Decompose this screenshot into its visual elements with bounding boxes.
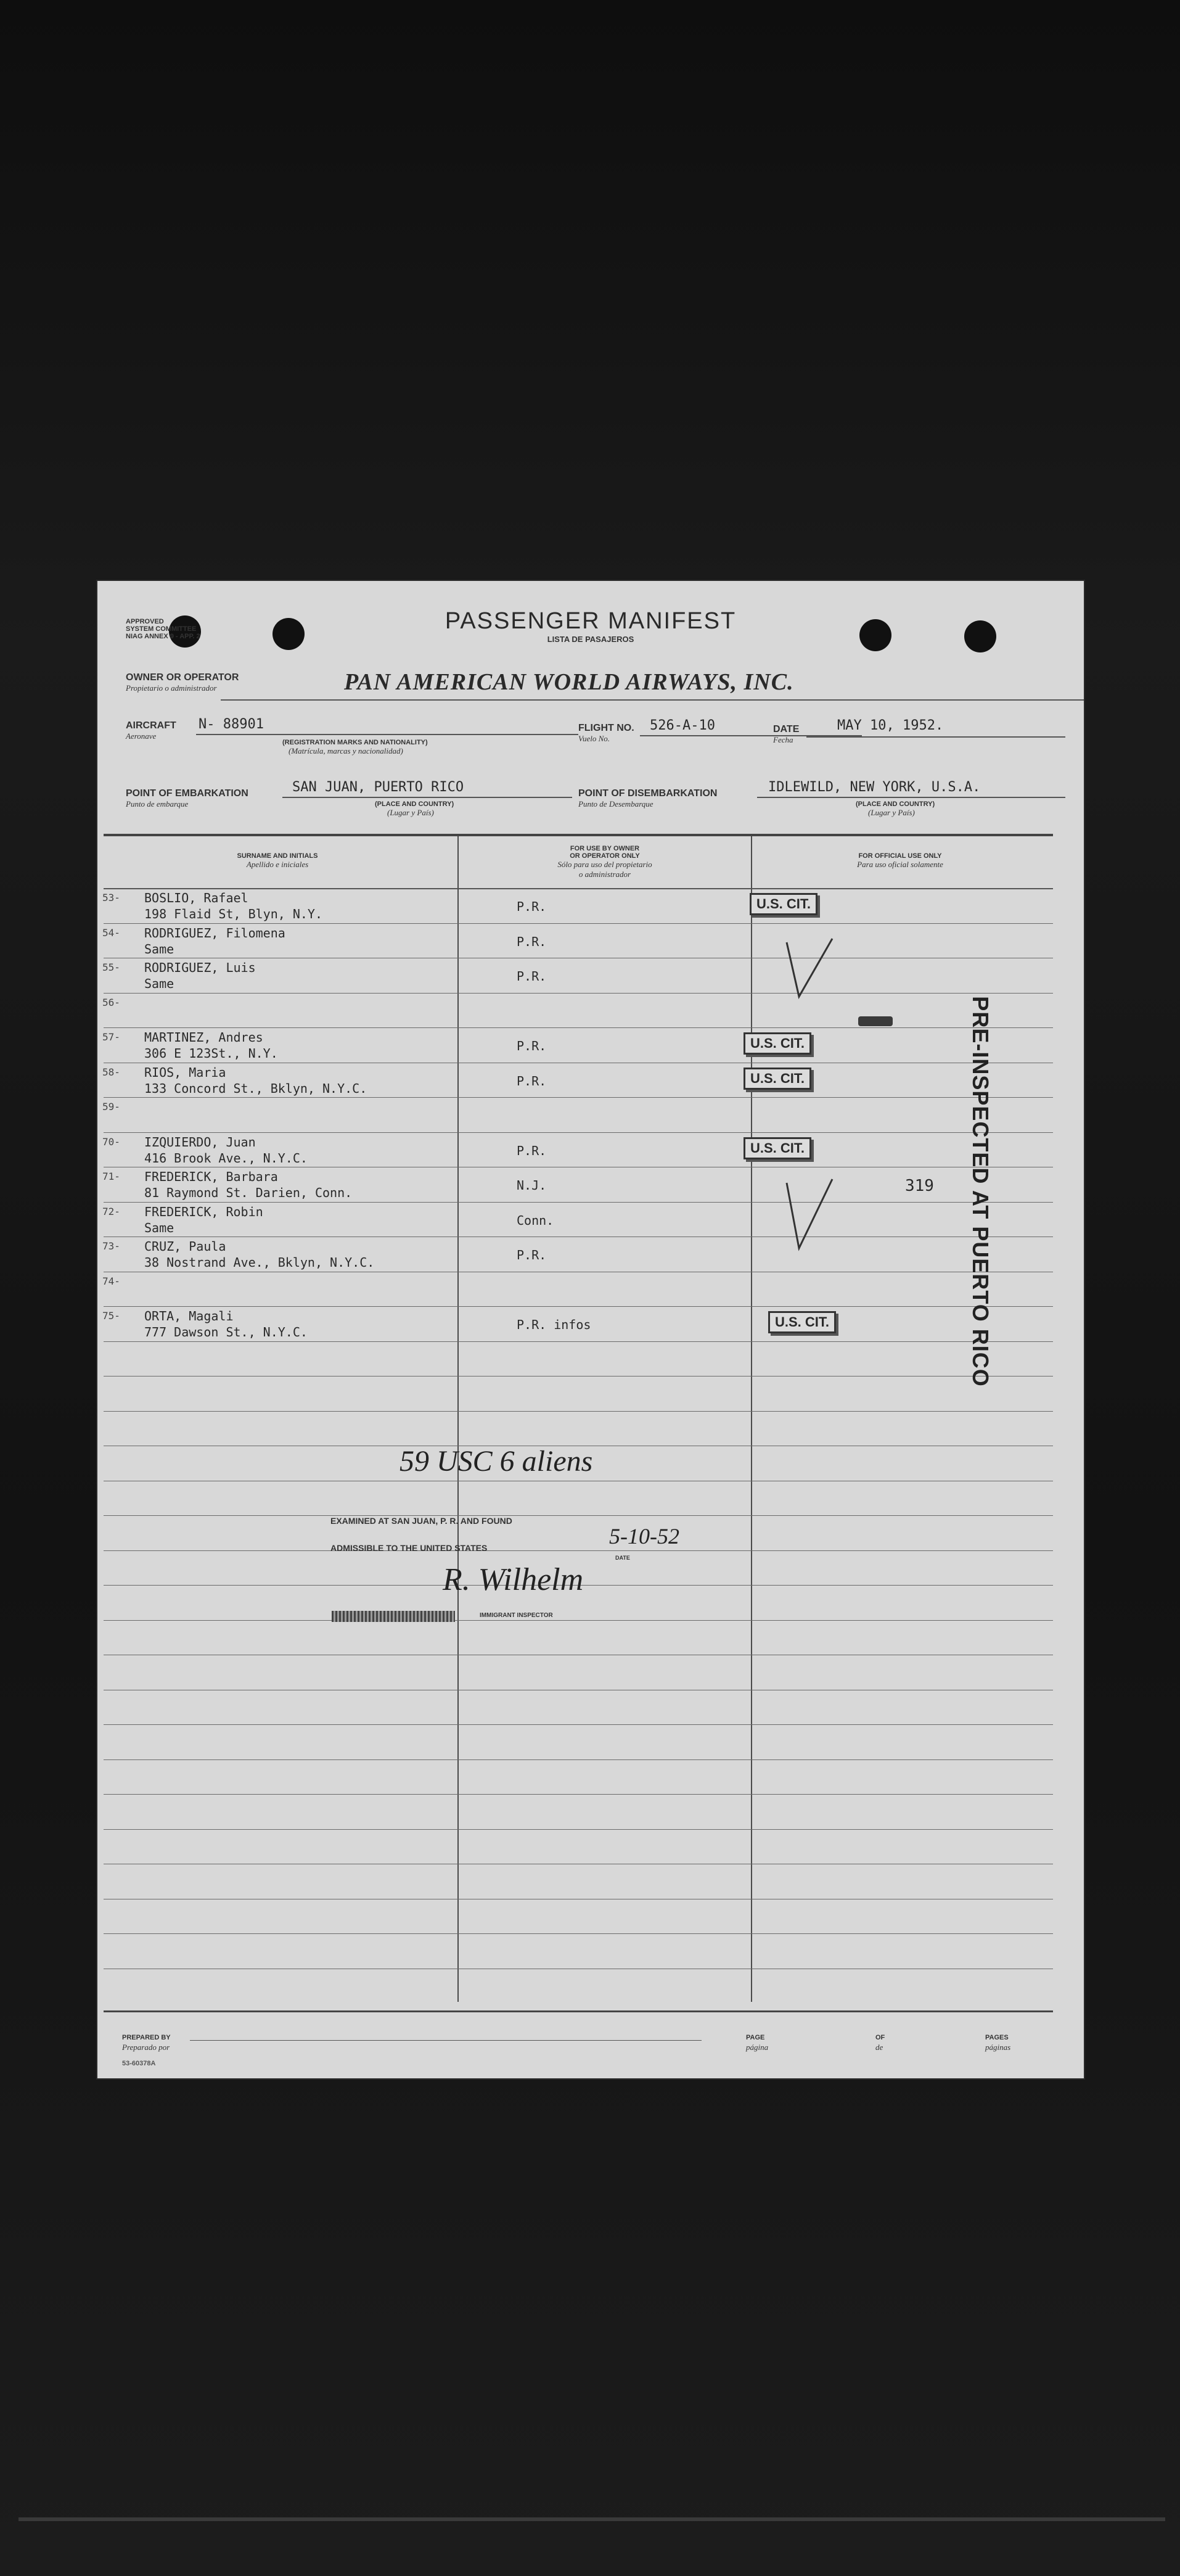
row-number: 53- xyxy=(102,892,120,903)
title-block xyxy=(406,608,776,644)
col-header-text: FOR USE BY OWNER xyxy=(570,845,640,852)
us-citizen-stamp: U.S. CIT. xyxy=(750,893,817,915)
owner-use-value: P.R. xyxy=(517,1074,547,1088)
handwritten-tally: 59 USC 6 aliens xyxy=(399,1445,593,1478)
table-rule xyxy=(104,1724,1053,1725)
divider xyxy=(196,734,578,735)
row-number: 58- xyxy=(102,1066,120,1078)
passenger-name: FREDERICK, Robin xyxy=(144,1204,263,1219)
date-value: MAY 10, 1952. xyxy=(837,718,944,733)
owner-use-value: N.J. xyxy=(517,1178,547,1193)
passenger-name: CRUZ, Paula xyxy=(144,1239,226,1254)
passenger-address: Same xyxy=(144,942,174,957)
table-top-border xyxy=(104,834,1053,836)
owner-use-value: P.R. infos xyxy=(517,1317,591,1332)
row-number: 54- xyxy=(102,927,120,939)
passenger-name: RODRIGUEZ, Luis xyxy=(144,960,256,975)
flight-label: FLIGHT NO. xyxy=(578,723,634,733)
pages-label-es: páginas xyxy=(985,2043,1011,2052)
owner-use-value: P.R. xyxy=(517,1039,547,1053)
divider xyxy=(221,699,1084,701)
row-number: 55- xyxy=(102,961,120,973)
manifest-sheet xyxy=(97,581,1084,2078)
table-row xyxy=(97,1273,1084,1307)
registration-note-es: (Matrícula, marcas y nacionalidad) xyxy=(289,746,403,755)
owner-label: OWNER OR OPERATOR xyxy=(126,672,239,683)
row-number: 70- xyxy=(102,1136,120,1148)
page-title: PASSENGER MANIFEST xyxy=(445,608,737,634)
date-label: DATE xyxy=(773,724,800,735)
of-label-es: de xyxy=(875,2043,883,2052)
divider xyxy=(190,2040,702,2041)
page-label-es: página xyxy=(746,2043,769,2052)
airline-name: PAN AMERICAN WORLD AIRWAYS, INC. xyxy=(344,669,794,695)
aircraft-label-es: Aeronave xyxy=(126,731,157,741)
passenger-name: IZQUIERDO, Juan xyxy=(144,1135,256,1150)
film-edge-bar xyxy=(18,2517,1165,2521)
embark-value: SAN JUAN, PUERTO RICO xyxy=(292,780,464,795)
owner-use-value: P.R. xyxy=(517,969,547,984)
table-rule xyxy=(104,1550,1053,1551)
approval-line: SYSTEM COMMITTEE xyxy=(126,625,197,633)
preinspected-stamp xyxy=(956,994,1005,1389)
row-number: 74- xyxy=(102,1275,120,1287)
date-word: DATE xyxy=(615,1555,630,1561)
table-rule xyxy=(104,1759,1053,1760)
disembark-value: IDLEWILD, NEW YORK, U.S.A. xyxy=(768,780,981,795)
col-header-surname xyxy=(97,852,457,870)
approval-line: NIAG ANNEX 9 - APP. 2 xyxy=(126,633,200,640)
owner-label-es: Propietario o administrador xyxy=(126,683,217,693)
passenger-name: RODRIGUEZ, Filomena xyxy=(144,926,285,940)
table-row xyxy=(97,1134,1084,1168)
owner-use-value: P.R. xyxy=(517,1248,547,1262)
row-number: 56- xyxy=(102,997,120,1008)
col-header-text: FOR OFFICIAL USE ONLY xyxy=(858,852,942,860)
table-row xyxy=(97,994,1084,1029)
col-header-official xyxy=(752,852,1048,870)
place-note-es: (Lugar y País) xyxy=(868,808,915,817)
disembark-label: POINT OF DISEMBARKATION xyxy=(578,788,718,799)
divider xyxy=(282,797,572,798)
row-number: 73- xyxy=(102,1240,120,1252)
col-header-text: OR OPERATOR ONLY xyxy=(570,852,640,860)
us-citizen-stamp: U.S. CIT. xyxy=(768,1311,836,1333)
count-note: 319 xyxy=(905,1177,934,1195)
place-note: (PLACE AND COUNTRY) xyxy=(856,800,935,808)
approval-block xyxy=(126,618,200,640)
passenger-address: 81 Raymond St. Darien, Conn. xyxy=(144,1185,353,1200)
disembark-label-es: Punto de Desembarque xyxy=(578,799,654,809)
embark-label-es: Punto de embarque xyxy=(126,799,189,809)
passenger-address: 133 Concord St., Bklyn, N.Y.C. xyxy=(144,1081,367,1096)
us-citizen-stamp: U.S. CIT. xyxy=(744,1032,811,1055)
date-label-es: Fecha xyxy=(773,735,793,744)
passenger-name: RIOS, Maria xyxy=(144,1065,226,1080)
table-rule xyxy=(104,1620,1053,1621)
place-note: (PLACE AND COUNTRY) xyxy=(375,800,454,808)
prepared-by-label: PREPARED BY xyxy=(122,2034,171,2041)
table-row xyxy=(97,1203,1084,1238)
examined-line: EXAMINED AT SAN JUAN, P. R. AND FOUND xyxy=(330,1516,512,1526)
table-bottom-border xyxy=(104,2010,1053,2012)
aircraft-label: AIRCRAFT xyxy=(126,720,176,731)
table-row xyxy=(97,924,1084,959)
col-header-text-es: Para uso oficial solamente xyxy=(857,860,943,869)
admissible-line: ADMISSIBLE TO THE UNITED STATES xyxy=(330,1543,488,1553)
passenger-address: 198 Flaid St, Blyn, N.Y. xyxy=(144,907,322,921)
passenger-name: FREDERICK, Barbara xyxy=(144,1169,278,1184)
col-header-text-es: Sólo para uso del propietario xyxy=(557,860,652,869)
col-header-text: SURNAME AND INITIALS xyxy=(237,852,318,860)
col-header-text-es: Apellido e iniciales xyxy=(246,860,309,869)
passenger-address: Same xyxy=(144,976,174,991)
table-row xyxy=(97,1307,1084,1342)
passenger-address: 38 Nostrand Ave., Bklyn, N.Y.C. xyxy=(144,1255,375,1270)
row-number: 71- xyxy=(102,1171,120,1182)
flight-value: 526-A-10 xyxy=(650,718,715,733)
form-number: 53-60378A xyxy=(122,2060,156,2067)
passenger-name: BOSLIO, Rafael xyxy=(144,891,248,905)
row-number: 57- xyxy=(102,1031,120,1043)
table-row xyxy=(97,1029,1084,1063)
col-header-text-es: o administrador xyxy=(578,870,631,879)
row-number: 75- xyxy=(102,1310,120,1322)
table-row xyxy=(97,1168,1084,1203)
passenger-address: Same xyxy=(144,1220,174,1235)
page-label: PAGE xyxy=(746,2034,765,2041)
punch-hole xyxy=(272,618,305,650)
table-rule xyxy=(104,1515,1053,1516)
flight-label-es: Vuelo No. xyxy=(578,734,610,743)
embark-label: POINT OF EMBARKATION xyxy=(126,788,248,799)
approval-line: APPROVED xyxy=(126,618,164,625)
page-title-es: LISTA DE PASAJEROS xyxy=(547,635,634,644)
row-number: 59- xyxy=(102,1101,120,1113)
checkmark-icon xyxy=(782,1173,837,1253)
aircraft-value: N- 88901 xyxy=(199,717,264,732)
passenger-address: 777 Dawson St., N.Y.C. xyxy=(144,1325,308,1339)
table-row xyxy=(97,889,1084,924)
inspector-label: IMMIGRANT INSPECTOR xyxy=(480,1612,553,1619)
table-row xyxy=(97,1098,1084,1133)
table-row xyxy=(97,1238,1084,1272)
us-citizen-stamp: U.S. CIT. xyxy=(744,1137,811,1159)
owner-use-value: P.R. xyxy=(517,934,547,949)
us-citizen-stamp: U.S. CIT. xyxy=(744,1068,811,1090)
table-rule xyxy=(104,1933,1053,1934)
preinspected-text: PRE-INSPECTED AT PUERTO RICO xyxy=(968,996,993,1387)
divider xyxy=(757,797,1065,798)
of-label: OF xyxy=(875,2034,885,2041)
checkmark-icon xyxy=(782,932,837,1000)
punch-hole xyxy=(859,619,891,651)
pages-label: PAGES xyxy=(985,2034,1009,2041)
owner-use-value: P.R. xyxy=(517,1143,547,1158)
passenger-name: MARTINEZ, Andres xyxy=(144,1030,263,1045)
row-number: 72- xyxy=(102,1206,120,1217)
handwritten-date: 5-10-52 xyxy=(609,1524,679,1549)
prepared-by-label-es: Preparado por xyxy=(122,2043,170,2052)
place-note-es: (Lugar y País) xyxy=(387,808,434,817)
col-header-owner xyxy=(459,845,751,879)
owner-use-value: Conn. xyxy=(517,1213,554,1228)
table-row xyxy=(97,959,1084,994)
stamp-smear xyxy=(332,1611,455,1622)
table-rule xyxy=(104,1829,1053,1830)
punch-hole xyxy=(964,620,996,652)
table-rule xyxy=(104,1411,1053,1412)
table-rule xyxy=(104,1794,1053,1795)
passenger-address: 306 E 123St., N.Y. xyxy=(144,1046,278,1061)
table-row xyxy=(97,1064,1084,1098)
registration-note: (REGISTRATION MARKS AND NATIONALITY) xyxy=(282,739,428,746)
passenger-name: ORTA, Magali xyxy=(144,1309,234,1323)
passenger-address: 416 Brook Ave., N.Y.C. xyxy=(144,1151,308,1166)
owner-use-value: P.R. xyxy=(517,899,547,914)
divider xyxy=(806,736,1065,738)
ink-smudge xyxy=(858,1016,893,1026)
inspector-signature: R. Wilhelm xyxy=(443,1562,584,1597)
